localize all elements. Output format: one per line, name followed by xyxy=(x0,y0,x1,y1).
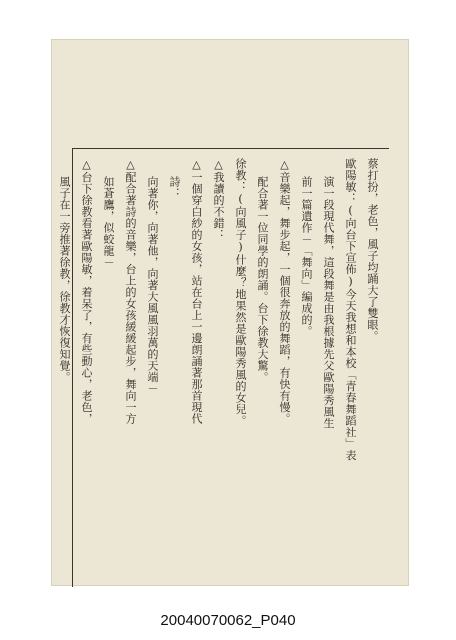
text-column: △台下徐教看著歐陽敏，着呆了，有些動心，老色， xyxy=(80,158,93,425)
text-column: 前一篇遺作－「舞向」編成的。 xyxy=(300,176,313,337)
text-column: 徐教：(向風子)什麼？地果然是歐陽秀風的女兒。 xyxy=(234,158,247,427)
image-caption-id: 20040070062_P040 xyxy=(160,612,296,629)
text-column: 如蒼鷹，似蛟龍－ xyxy=(102,176,115,268)
text-column: 歐陽敏：(向台下宣佈)今天我想和本校「青春舞蹈社」表 xyxy=(344,158,357,461)
text-column: △音樂起，舞步起，一個很奔放的舞蹈，有快有慢。 xyxy=(278,158,291,425)
text-column: △一個穿白紗的女孩，站在台上一邊朗誦著那首現代 xyxy=(190,158,203,425)
text-column: △我讀的不錯： xyxy=(212,158,225,241)
text-column: 向著你，向著他，向著大風風羽萬的天端－ xyxy=(146,176,159,395)
text-column: 蔡打扮，老色，風子均踊大了雙眼。 xyxy=(366,158,379,342)
text-column: 風子在一旁推著徐教，徐教才恢復知覺。 xyxy=(58,176,71,383)
vertical-text-body xyxy=(58,158,380,578)
text-column: 演一段現代舞，這段舞是由我根據先父歐陽秀風生 xyxy=(322,176,335,429)
text-column: 配合著一位同學的朗誦。台下徐教大驚。 xyxy=(256,176,269,383)
text-column: 詩： xyxy=(168,176,181,199)
text-column: △配合著詩的音樂，台上的女孩緩緩起步，舞向一方 xyxy=(124,158,137,425)
